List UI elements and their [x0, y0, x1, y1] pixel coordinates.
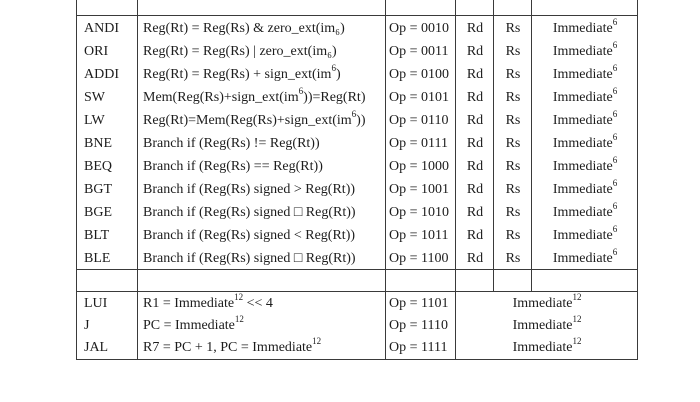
table-row: [80, 109, 638, 132]
table-row: [80, 201, 638, 224]
immediate-field: Immediate$^6$: [552, 86, 618, 105]
table-row: [80, 336, 638, 359]
mnemonic: ORI: [84, 44, 109, 59]
opcode: Op = 1011: [389, 228, 449, 243]
opcode: Op = 1111: [389, 340, 448, 355]
description: $Mem(Reg(Rs)+sign\_ext(im^6))=Reg(Rt)$: [143, 86, 366, 105]
rd-field: Rd: [466, 205, 484, 220]
table-row: [80, 292, 638, 315]
rs-field: Rs: [505, 251, 521, 266]
table-row: [80, 155, 638, 178]
immediate-field: Immediate$^6$: [552, 155, 618, 174]
table-row: [80, 247, 638, 270]
opcode: Op = 0101: [389, 90, 450, 105]
table-row: [80, 178, 638, 201]
rd-field: Rd: [466, 113, 484, 128]
opcode: Op = 1000: [389, 159, 450, 174]
rs-field: Rs: [505, 67, 521, 82]
description: Reg(Rt) = Reg(Rs) | zero_ext(im₆): [143, 44, 337, 59]
immediate-field: Immediate$^{12}$: [512, 292, 582, 311]
immediate-field: Immediate$^6$: [552, 201, 618, 220]
opcode: Op = 0010: [389, 21, 450, 36]
table-row: [80, 17, 638, 40]
opcode: Op = 0100: [389, 67, 450, 82]
opcode: Op = 0011: [389, 44, 449, 59]
rs-field: Rs: [505, 90, 521, 105]
immediate-field: Immediate$^6$: [552, 224, 618, 243]
table-row: [80, 224, 638, 247]
immediate-field: Immediate$^{12}$: [512, 336, 582, 355]
table-row: [80, 314, 638, 337]
rd-field: Rd: [466, 159, 484, 174]
description: PC = Immediate$^{12}$: [143, 314, 244, 333]
mnemonic: J: [84, 318, 90, 333]
rs-field: Rs: [505, 205, 521, 220]
description: Branch if (Reg(Rs) == Reg(Rt)): [143, 159, 323, 174]
opcode: Op = 0110: [389, 113, 449, 128]
mnemonic: LW: [84, 113, 105, 128]
opcode: Op = 1101: [389, 296, 449, 311]
description: R1 = Immediate$^{12}$ << 4: [143, 292, 273, 311]
mnemonic: SW: [84, 90, 105, 105]
description: Branch if (Reg(Rs) signed □ Reg(Rt)): [143, 251, 356, 266]
mnemonic: BLE: [84, 251, 111, 266]
description: $Reg(Rt)=Mem(Reg(Rs)+sign\_ext(im^6))$: [143, 109, 366, 128]
immediate-field: Immediate$^{12}$: [512, 314, 582, 333]
immediate-field: Immediate$^6$: [552, 63, 618, 82]
immediate-field: Immediate$^6$: [552, 40, 618, 59]
rs-field: Rs: [505, 182, 521, 197]
opcode: Op = 1010: [389, 205, 450, 220]
opcode: Op = 0111: [389, 136, 448, 151]
mnemonic: BNE: [84, 136, 112, 151]
description: Branch if (Reg(Rs) != Reg(Rt)): [143, 136, 320, 151]
mnemonic: BEQ: [84, 159, 112, 174]
mnemonic: BGE: [84, 205, 112, 220]
mnemonic: ANDI: [84, 21, 119, 36]
immediate-field: Immediate$^6$: [552, 17, 618, 36]
table-row: [80, 40, 638, 63]
immediate-field: Immediate$^6$: [552, 178, 618, 197]
table-row: [80, 132, 638, 155]
rd-field: Rd: [466, 44, 484, 59]
immediate-field: Immediate$^6$: [552, 132, 618, 151]
rd-field: Rd: [466, 21, 484, 36]
opcode: Op = 1100: [389, 251, 449, 266]
rd-field: Rd: [466, 90, 484, 105]
rs-field: Rs: [505, 228, 521, 243]
opcode: Op = 1110: [389, 318, 448, 333]
rd-field: Rd: [466, 136, 484, 151]
description: Reg(Rt) = Reg(Rs) & zero_ext(im₆): [143, 21, 345, 36]
immediate-field: Immediate$^6$: [552, 247, 618, 266]
mnemonic: JAL: [84, 340, 109, 355]
mnemonic: BLT: [84, 228, 110, 243]
description: Branch if (Reg(Rs) signed □ Reg(Rt)): [143, 205, 356, 220]
opcode: Op = 1001: [389, 182, 450, 197]
mnemonic: LUI: [84, 296, 108, 311]
rd-field: Rd: [466, 182, 484, 197]
rs-field: Rs: [505, 159, 521, 174]
rd-field: Rd: [466, 67, 484, 82]
rs-field: Rs: [505, 44, 521, 59]
rd-field: Rd: [466, 251, 484, 266]
rs-field: Rs: [505, 136, 521, 151]
rd-field: Rd: [466, 228, 484, 243]
description: R7 = PC + 1, PC = Immediate$^{12}$: [143, 336, 322, 355]
description: Branch if (Reg(Rs) signed > Reg(Rt)): [143, 182, 356, 197]
mnemonic: ADDI: [84, 67, 119, 82]
description: Branch if (Reg(Rs) signed < Reg(Rt)): [143, 228, 356, 243]
mnemonic: BGT: [84, 182, 112, 197]
description: $Reg(Rt) = Reg(Rs) + sign\_ext(im^6)$: [143, 63, 341, 82]
immediate-field: Immediate$^6$: [552, 109, 618, 128]
table-row: [80, 86, 638, 109]
table-row: [80, 63, 638, 86]
rs-field: Rs: [505, 21, 521, 36]
rs-field: Rs: [505, 113, 521, 128]
